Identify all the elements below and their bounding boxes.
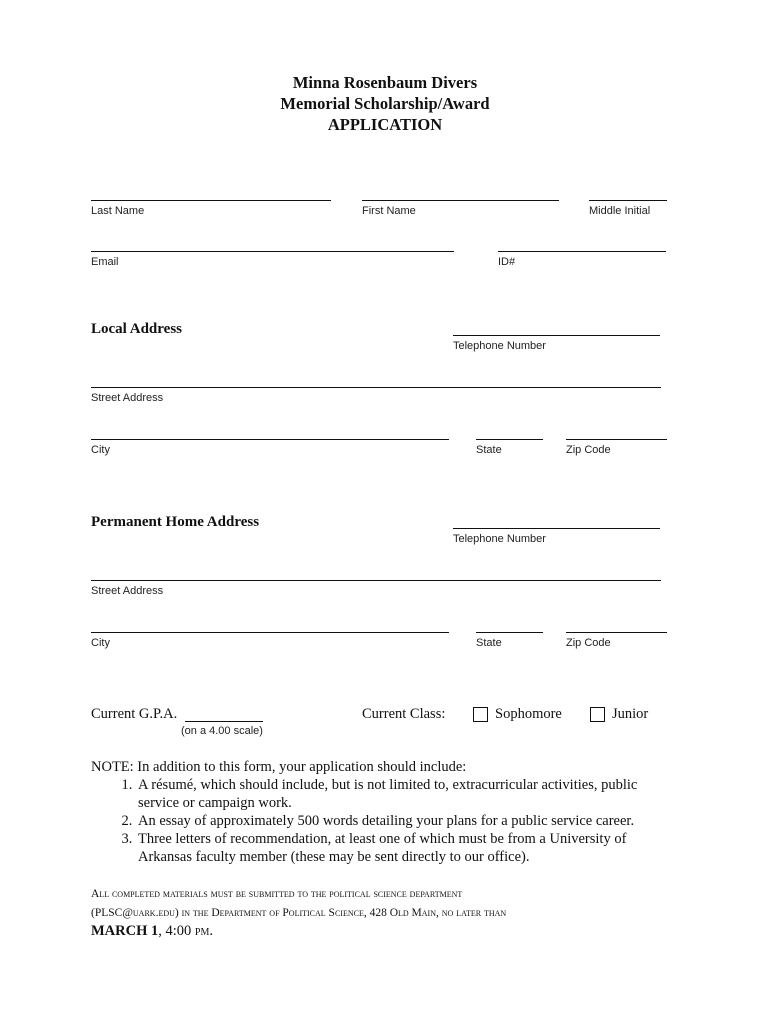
first-name-label: First Name	[362, 205, 416, 217]
permanent-address-heading: Permanent Home Address	[91, 514, 260, 530]
gpa-label: Current G.P.A.	[91, 706, 178, 722]
permanent-state-label: State	[476, 637, 502, 649]
junior-label: Junior	[612, 706, 649, 722]
first-name-field[interactable]	[362, 200, 559, 201]
sophomore-checkbox[interactable]	[473, 707, 488, 722]
permanent-telephone-field[interactable]	[453, 528, 660, 529]
submission-text-2: (PLSC@uark.edu) in the Department of Political Science, 428 Old Main, no later than	[91, 907, 507, 919]
last-name-field[interactable]	[91, 200, 331, 201]
local-telephone-field[interactable]	[453, 335, 660, 336]
id-label: ID#	[498, 256, 516, 268]
local-zip-label: Zip Code	[566, 444, 611, 456]
local-street-field[interactable]	[91, 387, 661, 388]
gpa-field[interactable]	[185, 721, 263, 722]
local-state-field[interactable]	[476, 439, 543, 440]
local-address-heading: Local Address	[91, 321, 182, 337]
permanent-street-label: Street Address	[91, 585, 164, 597]
permanent-zip-label: Zip Code	[566, 637, 611, 649]
permanent-city-field[interactable]	[91, 632, 449, 633]
permanent-state-field[interactable]	[476, 632, 543, 633]
note-intro: NOTE: In addition to this form, your application should include:	[91, 759, 467, 775]
permanent-telephone-label: Telephone Number	[453, 533, 546, 545]
local-city-label: City	[91, 444, 110, 456]
requirement-item: 2. An essay of approximately 500 words detailing your plans for a public service career.	[136, 812, 731, 830]
local-zip-field[interactable]	[566, 439, 667, 440]
local-telephone-label: Telephone Number	[453, 340, 546, 352]
junior-checkbox[interactable]	[590, 707, 605, 722]
requirement-item: 1. A résumé, which should include, but is not limited to, extracurricular activities, public service or campaign work.	[136, 776, 658, 812]
local-street-label: Street Address	[91, 392, 164, 404]
permanent-street-field[interactable]	[91, 580, 661, 581]
middle-initial-label: Middle Initial	[589, 205, 651, 217]
requirements-note	[91, 758, 731, 866]
middle-initial-field[interactable]	[589, 200, 667, 201]
local-city-field[interactable]	[91, 439, 449, 440]
submission-line-1	[91, 885, 462, 904]
current-class-label: Current Class:	[362, 706, 446, 722]
submission-line-3	[91, 922, 213, 942]
requirement-item: 3. Three letters of recommendation, at least one of which must be from a University of Arkansas faculty member (these may be sent directly to our office).	[136, 830, 668, 866]
permanent-zip-field[interactable]	[566, 632, 667, 633]
email-label: Email	[91, 256, 119, 268]
title-line-3: APPLICATION	[327, 115, 443, 134]
last-name-label: Last Name	[91, 205, 145, 217]
submission-line-2	[91, 904, 506, 923]
form-title	[0, 72, 770, 135]
deadline-date: MARCH 1	[91, 923, 159, 939]
local-state-label: State	[476, 444, 502, 456]
gpa-scale-label: (on a 4.00 scale)	[181, 725, 263, 737]
title-line-2: Memorial Scholarship/Award	[280, 94, 490, 113]
id-field[interactable]	[498, 251, 666, 252]
submission-text-1: All completed materials must be submitted to the political science department	[91, 888, 463, 900]
permanent-city-label: City	[91, 637, 110, 649]
title-line-1: Minna Rosenbaum Divers	[292, 73, 478, 92]
requirements-list	[91, 776, 731, 866]
sophomore-label: Sophomore	[495, 706, 562, 722]
deadline-time: , 4:00 pm.	[158, 923, 213, 939]
email-field[interactable]	[91, 251, 454, 252]
